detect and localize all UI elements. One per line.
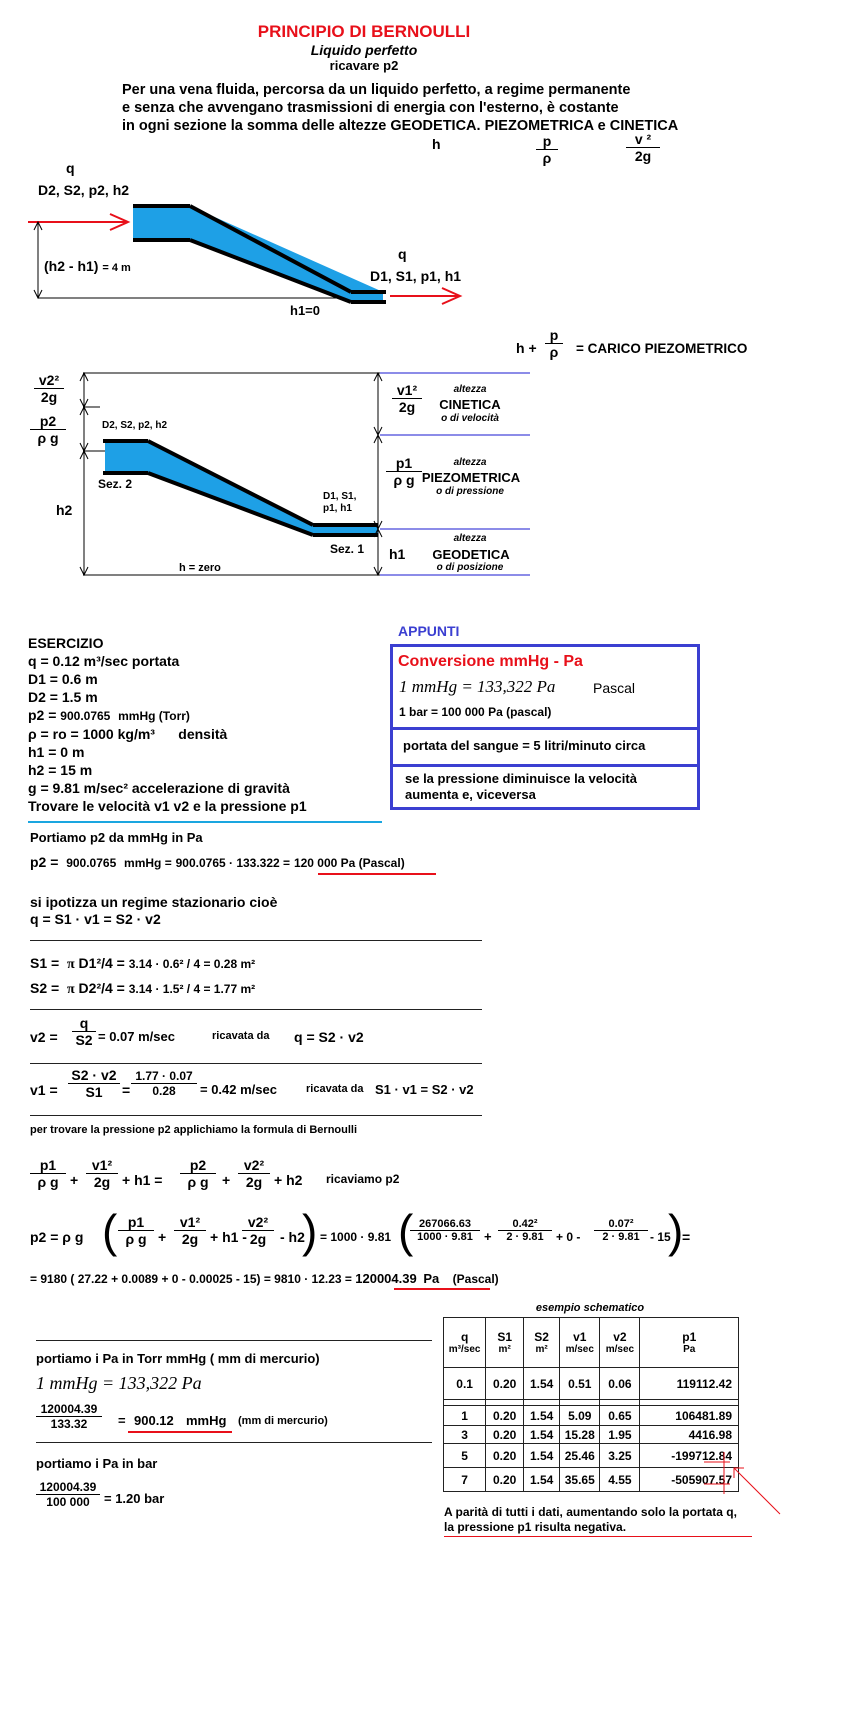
formula-p2: p2 = ρ g: [30, 1229, 84, 1245]
paren-open-2: (: [398, 1205, 414, 1257]
torr-formula: 1 mmHg = 133,322 Pa: [36, 1373, 202, 1393]
h-zero-label: h = zero: [179, 562, 221, 574]
height-label: (h2 - h1) = 4 m: [44, 258, 131, 274]
intro-line-3: in ogni sezione la somma delle altezze GEODETICA. PIEZOMETRICA e CINETICA: [122, 118, 679, 134]
pipe-fill: [133, 206, 383, 300]
v2-ricavata: ricavata da: [212, 1030, 270, 1042]
esercizio-d1: D1 = 0.6 m: [28, 671, 98, 687]
sez-1-label: Sez. 1: [330, 542, 365, 556]
appunti-title: APPUNTI: [398, 623, 460, 639]
example-table: [443, 1317, 739, 1492]
p2-underline: [318, 873, 436, 875]
bern-plus-1: +: [70, 1172, 79, 1188]
paren-close-2: ): [668, 1205, 684, 1257]
torr-equals: =: [118, 1413, 126, 1428]
v1-fraction-1: $\frac{S2 \cdot v2}{S1}$: [68, 1068, 120, 1101]
regime-stazionario: si ipotizza un regime stazionario cioè: [30, 894, 278, 910]
continuity-eq: q = S1 · v1 = S2 · v2: [30, 911, 161, 927]
altezza-cinetica-top: altezza: [453, 384, 487, 395]
p-over-rho: $\frac{p}{\rho}$: [536, 134, 558, 167]
v2-over-2g: $\frac{\text{v ²}}{2g}$: [626, 132, 660, 165]
conversion-formula: 1 mmHg = 133,322 Pa: [399, 677, 556, 696]
v1-label: v1 =: [30, 1082, 58, 1098]
subtitle: Liquido perfetto: [310, 42, 418, 58]
subtitle-2: ricavare p2: [329, 58, 399, 73]
formula-n1: $\frac{267066.63}{1000 \cdot 9.81}$: [410, 1218, 480, 1244]
bernoulli-note: per trovare la pressione p2 applichiamo la formula di Bernoulli: [30, 1124, 358, 1136]
pressione-text-2: aumenta e, viceversa: [405, 787, 536, 802]
formula-zero: + 0 -: [556, 1230, 581, 1244]
bern-v1: $\frac{\text{v1²}}{2g}$: [86, 1158, 118, 1191]
formula-v2: $\frac{\text{v2²}}{2g}$: [242, 1215, 274, 1248]
section-2-label: D2, S2, p2, h2: [38, 182, 130, 198]
table-row: 0.1 0.20 1.54 0.51 0.06 119112.42: [444, 1368, 739, 1400]
table-note-2: la pressione p1 risulta negativa.: [444, 1520, 627, 1534]
esercizio-rho: ρ = ro = 1000 kg/m³ densità: [28, 726, 228, 742]
esercizio-block: [28, 634, 307, 815]
result-line: = 9180 ( 27.22 + 0.0089 + 0 - 0.00025 - 15) = 9810 · 12.23 = 120004.39 Pa (Pascal): [30, 1271, 499, 1286]
v2-fraction: $\frac{q}{S2}$: [72, 1016, 96, 1049]
bern-h1: + h1 =: [122, 1172, 163, 1188]
cyan-divider: [28, 821, 382, 823]
formula-plus-2: +: [484, 1229, 492, 1244]
formula-p1: $\frac{p1}{\text{ρ g}}$: [118, 1215, 154, 1248]
conversion-title: Conversione mmHg - Pa: [398, 653, 583, 670]
h2-label: h2: [56, 502, 73, 518]
h1-label: h1: [389, 546, 406, 562]
table-caption: esempio schematico: [535, 1302, 645, 1314]
bar-value: = 1.20 bar: [104, 1491, 165, 1506]
portiamo-p2: Portiamo p2 da mmHg in Pa: [30, 830, 203, 845]
piezometrica-label: PIEZOMETRICA: [421, 470, 521, 485]
table-note-underline: [444, 1536, 752, 1537]
v1-value: = 0.42 m/sec: [200, 1082, 277, 1097]
torr-underline: [128, 1431, 232, 1433]
formula-minus-15: - 15: [650, 1230, 671, 1244]
torr-note: (mm di mercurio): [238, 1415, 328, 1427]
table-header-row: [444, 1318, 739, 1368]
v1sq-over-2g: $\frac{\text{v1²}}{2g}$: [392, 383, 422, 416]
p2-over-rhog: $\frac{p2}{\text{ρ g}}$: [30, 414, 66, 447]
table-row: 7 0.20 1.54 35.65 4.55 -505907.57: [444, 1468, 739, 1492]
pressione-text-1: se la pressione diminuisce la velocità: [405, 771, 637, 786]
esercizio-h1: h1 = 0 m: [28, 744, 85, 760]
formula-numeric: = 1000 · 9.81: [320, 1230, 392, 1244]
formula-h2: - h2: [280, 1229, 305, 1245]
paren-open: (: [102, 1205, 118, 1257]
torr-value: 900.12: [134, 1413, 174, 1428]
p1-over-rhog: $\frac{p1}{\text{ρ g}}$: [386, 456, 422, 489]
formula-n2: $\frac{\text{0.42²}}{2 \cdot 9.81}$: [498, 1218, 552, 1244]
divider-6: [36, 1442, 432, 1443]
section-1-top-label-a: D1, S1,: [323, 491, 357, 502]
divider-2: [30, 1009, 482, 1010]
table-row: 5 0.20 1.54 25.46 3.25 -199712.84: [444, 1444, 739, 1468]
p2-conversion: p2 = 900.0765 mmHg = 900.0765 · 133.322 = 120 000 Pa (Pascal): [30, 854, 405, 870]
intro-line-2: e senza che avvengano trasmissioni di energia con l'esterno, è costante: [122, 100, 619, 116]
v1-eq: =: [122, 1082, 131, 1098]
altezza-geodetica-top: altezza: [453, 533, 487, 544]
pressione-box: [390, 764, 700, 810]
header-v1: v1 m/sec: [560, 1318, 600, 1368]
carico-h: h +: [516, 340, 537, 356]
s1-calc: S1 = π D1²/4 = 3.14 · 0.6² / 4 = 0.28 m²: [30, 955, 256, 972]
esercizio-title: ESERCIZIO: [28, 635, 104, 651]
q-top-label: q: [66, 160, 75, 176]
esercizio-p2: p2 = 900.0765 mmHg (Torr): [28, 707, 190, 723]
torr-unit: mmHg: [186, 1413, 227, 1428]
result-underline: [394, 1288, 490, 1290]
v2-source: q = S2 · v2: [294, 1029, 364, 1045]
bern-h2: + h2: [274, 1172, 303, 1188]
v1-ricavata: ricavata da: [306, 1083, 364, 1095]
table-row: 3 0.20 1.54 15.28 1.95 4416.98: [444, 1426, 739, 1444]
divider-3: [30, 1063, 482, 1064]
geodetica-sub: o di posizione: [436, 562, 504, 573]
formula-n3: $\frac{\text{0.07²}}{2 \cdot 9.81}$: [594, 1218, 648, 1244]
intro-line-1: Per una vena fluida, percorsa da un liquido perfetto, a regime permanente: [122, 82, 631, 98]
v1-source: S1 · v1 = S2 · v2: [375, 1082, 474, 1097]
cinetica-sub: o di velocità: [441, 413, 499, 424]
esercizio-g: g = 9.81 m/sec² accelerazione di gravità: [28, 780, 290, 796]
divider-5: [36, 1340, 432, 1341]
header-s2: S2 m²: [524, 1318, 560, 1368]
divider-4: [30, 1115, 482, 1116]
section-1-label: D1, S1, p1, h1: [370, 268, 462, 284]
s2-calc: S2 = π D2²/4 = 3.14 · 1.5² / 4 = 1.77 m²: [30, 980, 256, 997]
conversion-box: [390, 644, 700, 730]
v2-value: = 0.07 m/sec: [98, 1029, 175, 1044]
v2sq-over-2g: $\frac{\text{v2²}}{2g}$: [34, 373, 64, 406]
ricaviamo-p2: ricaviamo p2: [326, 1172, 400, 1186]
bern-p2: $\frac{p2}{\text{ρ g}}$: [180, 1158, 216, 1191]
carico-label: = CARICO PIEZOMETRICO: [576, 341, 748, 356]
torr-title: portiamo i Pa in Torr mmHg ( mm di mercurio): [36, 1351, 320, 1366]
paren-close: ): [302, 1205, 318, 1257]
header-p1: p1 Pa: [640, 1318, 739, 1368]
pascal-label: Pascal: [593, 680, 636, 696]
bern-v2: $\frac{\text{v2²}}{2g}$: [238, 1158, 270, 1191]
esercizio-goal: Trovare le velocità v1 v2 e la pressione p1: [28, 798, 307, 814]
h1-zero-label: h1=0: [290, 303, 320, 318]
piezometrica-sub: o di pressione: [436, 486, 504, 497]
page-title: PRINCIPIO DI BERNOULLI: [257, 22, 471, 41]
esercizio-d2: D2 = 1.5 m: [28, 689, 98, 705]
cinetica-label: CINETICA: [439, 397, 501, 412]
esercizio-h2: h2 = 15 m: [28, 762, 93, 778]
esercizio-q: q = 0.12 m³/sec portata: [28, 653, 180, 669]
pipe-diagram-1: [0, 150, 846, 325]
q-right-label: q: [398, 246, 407, 262]
bern-plus-2: +: [222, 1172, 231, 1188]
v2-label: v2 =: [30, 1029, 58, 1045]
header-v2: v2 m/sec: [600, 1318, 640, 1368]
sangue-text: portata del sangue = 5 litri/minuto circa: [403, 738, 646, 753]
formula-plus: +: [158, 1229, 167, 1245]
section-1-top-label-b: p1, h1: [323, 503, 352, 514]
altezza-piezometrica-top: altezza: [453, 457, 487, 468]
h-label: h: [432, 136, 441, 152]
formula-v1: $\frac{\text{v1²}}{2g}$: [174, 1215, 206, 1248]
formula-equals: =: [682, 1229, 691, 1245]
bar-fraction: $\frac{120004.39}{100 000}$: [36, 1481, 100, 1510]
header-s1: S1 m²: [486, 1318, 524, 1368]
formula-h1: + h1 -: [210, 1229, 247, 1245]
section-2-top-label: D2, S2, p2, h2: [102, 420, 168, 431]
bern-p1: $\frac{p1}{\text{ρ g}}$: [30, 1158, 66, 1191]
table-note-1: A parità di tutti i dati, aumentando solo la portata q,: [444, 1505, 737, 1519]
torr-fraction: $\frac{120004.39}{133.32}$: [36, 1403, 102, 1432]
carico-p-over-rho: $\frac{p}{\rho}$: [545, 328, 563, 361]
sez-2-label: Sez. 2: [98, 477, 133, 491]
sangue-box: [390, 727, 700, 767]
divider-1: [30, 940, 482, 941]
bar-conversion: 1 bar = 100 000 Pa (pascal): [399, 705, 552, 719]
geodetica-label: GEODETICA: [432, 547, 510, 562]
bar-title: portiamo i Pa in bar: [36, 1456, 158, 1471]
v1-fraction-2: $\frac{1.77 \cdot 0.07}{0.28}$: [131, 1070, 197, 1099]
header-q: q m³/sec: [444, 1318, 486, 1368]
table-row: 1 0.20 1.54 5.09 0.65 106481.89: [444, 1406, 739, 1426]
